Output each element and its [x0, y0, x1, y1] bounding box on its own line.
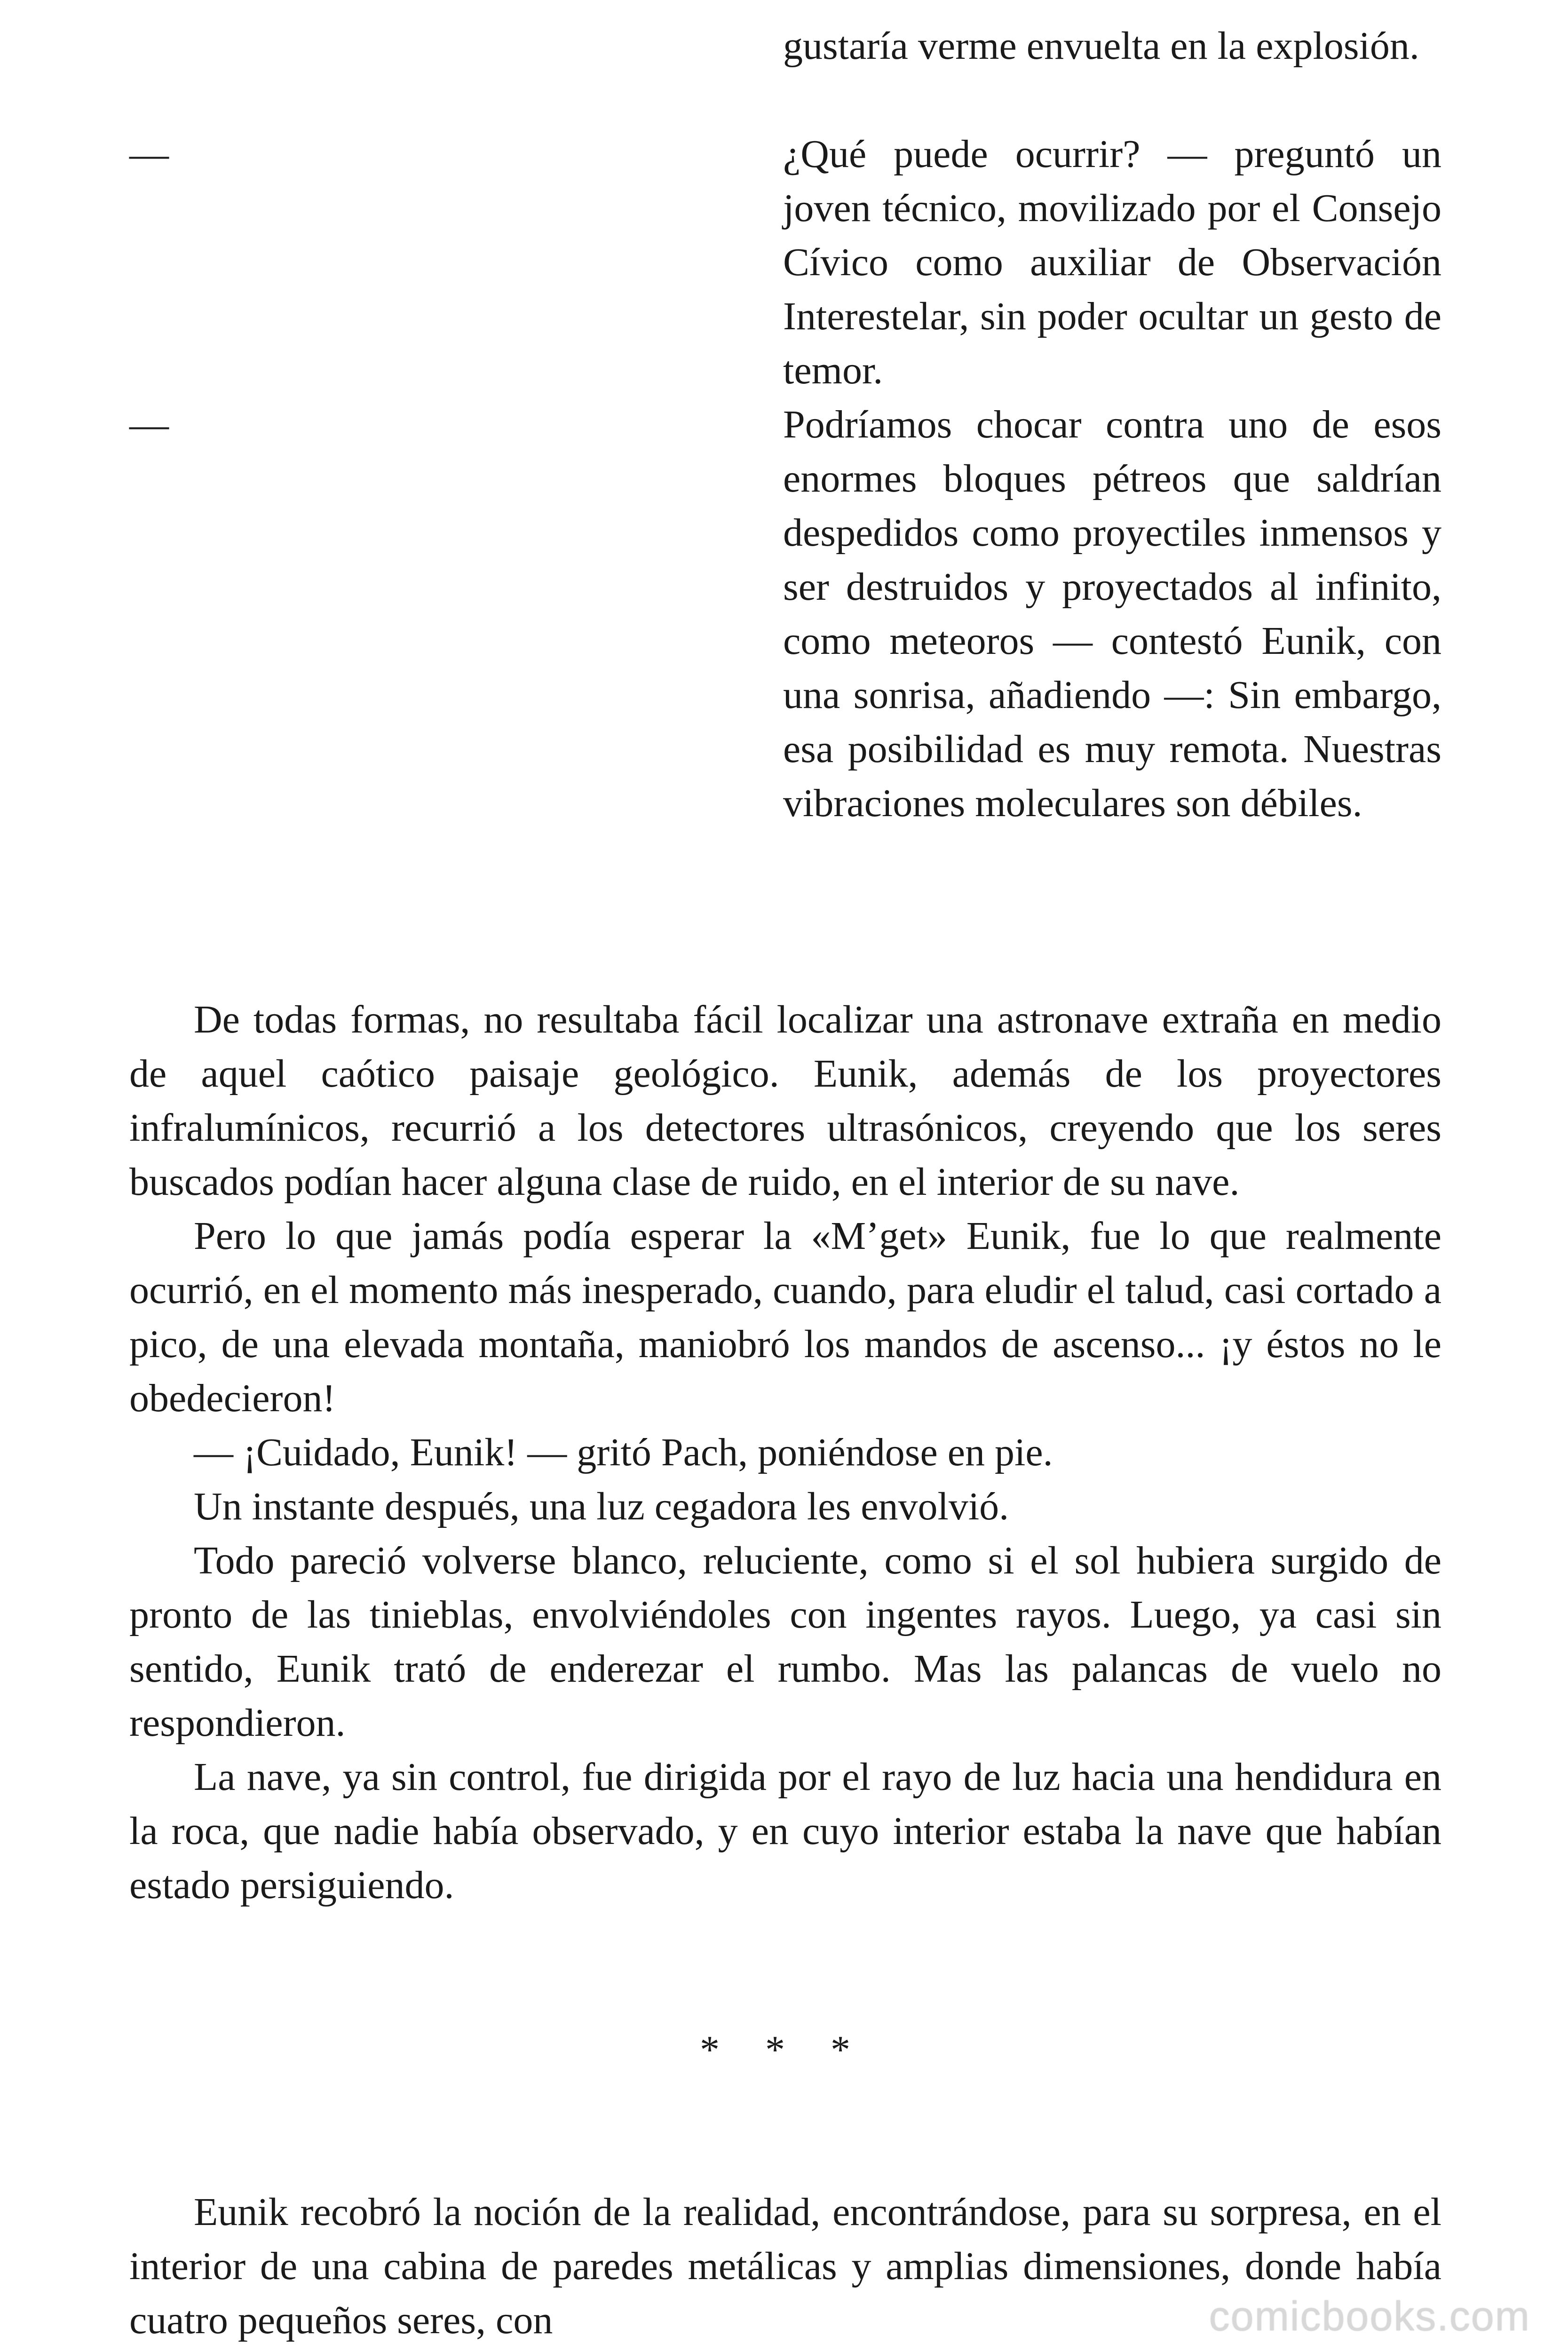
dialogue-text: Podríamos chocar contra uno de esos enormes bloques pétreos que saldrían despedidos como proyectiles inmensos y ser destruidos y proyectados al infinito, como meteoros — contestó Eunik, con una sonrisa, añadiendo —: Sin embargo, esa posibilidad es muy remota. Nuestras vibraciones moleculares son débiles. — [783, 403, 1441, 825]
paragraph: La nave, ya sin control, fue dirigida por el rayo de luz hacia una hendidura en la roca, que nadie había observado, y en cuyo interior estaba la nave que habían estado persiguiendo. — [129, 1755, 1441, 1907]
dialogue-dash: — — [129, 403, 169, 446]
paragraph: De todas formas, no resultaba fácil localizar una astronave extraña en medio de aquel caótico paisaje geológico. Eunik, además de los proyectores infralumínicos, recurrió a los detectores ultrasónicos, creyendo que los seres buscados podían hacer alguna clase de ruido, en el interior de su nave. — [129, 998, 1441, 1204]
paragraph: Eunik recobró la noción de la realidad, encontrándose, para su sorpresa, en el interior de una cabina de paredes metálicas y amplias dimensiones, donde había cuatro pequeños seres, con — [129, 2190, 1441, 2342]
section-separator: * * * — [700, 2028, 868, 2072]
prose-block — [129, 993, 1441, 1912]
watermark-text: comicbooks.com — [1209, 2293, 1530, 2339]
dialogue-text: ¿Qué puede ocurrir? — preguntó un joven técnico, movilizado por el Consejo Cívico como auxiliar de Observación Interestelar, sin poder ocultar un gesto de temor. — [783, 132, 1441, 392]
paragraph: Todo pareció volverse blanco, reluciente, como si el sol hubiera surgido de pronto de las tinieblas, envolviéndoles con ingentes rayos. Luego, ya casi sin sentido, Eunik trató de enderezar el rumbo. Mas las palancas de vuelo no respondieron. — [129, 1539, 1441, 1745]
paragraph: Pero lo que jamás podía esperar la «M’get» Eunik, fue lo que realmente ocurrió, en el momento más inesperado, cuando, para eludir el talud, casi cortado a pico, de una elevada montaña, maniobró los mandos de ascenso... ¡y éstos no le obedecieron! — [129, 1214, 1441, 1420]
paragraph: — ¡Cuidado, Eunik! — gritó Pach, poniéndose en pie. — [194, 1430, 1053, 1474]
dialogue-text: gustaría verme envuelta en la explosión. — [783, 24, 1419, 68]
dialogue-dash: — — [129, 132, 169, 176]
paragraph: Un instante después, una luz cegadora les envolvió. — [194, 1485, 1009, 1528]
